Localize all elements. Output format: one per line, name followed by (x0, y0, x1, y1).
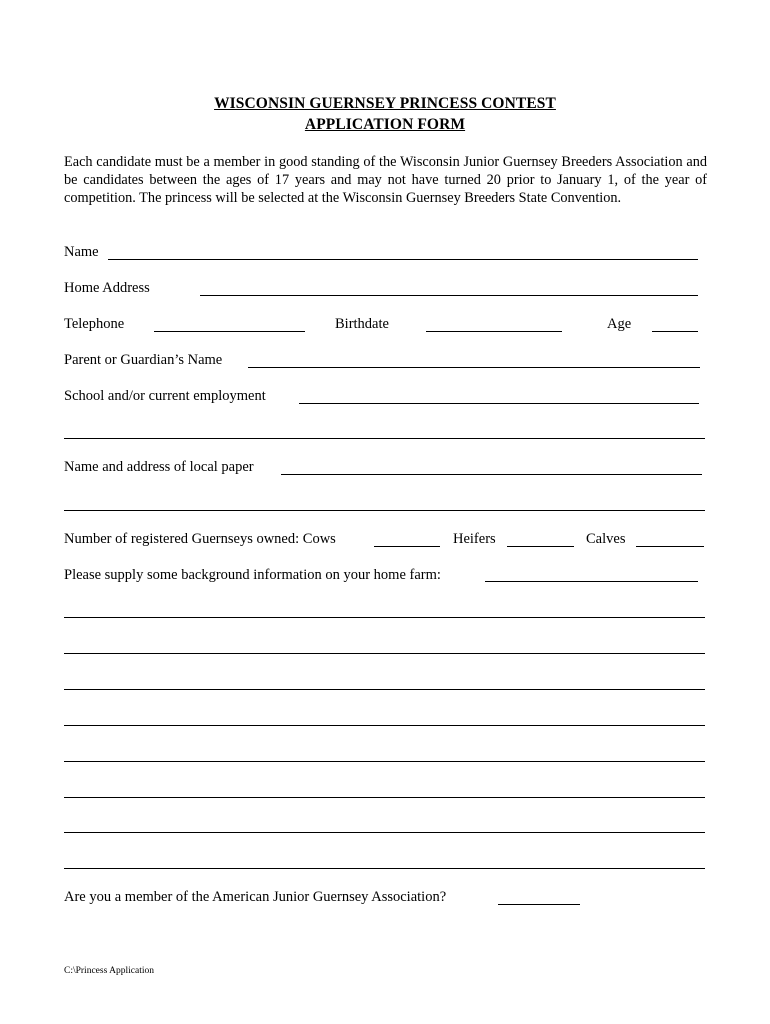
local-paper-field[interactable] (281, 474, 702, 475)
background-label: Please supply some background information on your home farm: (64, 567, 441, 583)
background-line[interactable] (64, 725, 705, 726)
parent-guardian-label: Parent or Guardian’s Name (64, 352, 223, 368)
calves-field[interactable] (636, 546, 704, 547)
parent-guardian-field[interactable] (248, 367, 700, 368)
school-employment-label: School and/or current employment (64, 388, 266, 404)
name-field[interactable] (108, 259, 698, 260)
file-path-footer: C:\Princess Application (64, 966, 154, 976)
heifers-label: Heifers (453, 531, 496, 547)
age-label: Age (607, 316, 632, 332)
school-employment-field[interactable] (299, 403, 699, 404)
ajga-member-label: Are you a member of the American Junior Guernsey Association? (64, 889, 447, 905)
local-paper-field-continued[interactable] (64, 510, 705, 511)
background-line[interactable] (64, 761, 705, 762)
calves-label: Calves (586, 531, 626, 547)
telephone-label: Telephone (64, 316, 125, 332)
background-line[interactable] (64, 689, 705, 690)
background-line[interactable] (64, 797, 705, 798)
form-title-line-2: APPLICATION FORM (304, 116, 466, 133)
form-title-line-1: WISCONSIN GUERNSEY PRINCESS CONTEST (214, 95, 556, 112)
home-address-field[interactable] (200, 295, 698, 296)
background-line[interactable] (64, 653, 705, 654)
background-line[interactable] (64, 617, 705, 618)
name-label: Name (64, 244, 99, 260)
heifers-field[interactable] (507, 546, 574, 547)
ajga-member-field[interactable] (498, 904, 580, 905)
birthdate-field[interactable] (426, 331, 562, 332)
background-field[interactable] (485, 581, 698, 582)
background-line[interactable] (64, 832, 705, 833)
eligibility-paragraph: Each candidate must be a member in good standing of the Wisconsin Junior Guernsey Breeders Association and be candidates between the ages of 17 years and may not have turned 20 prior to January 1, of the year of competition. The princess will be selected at the Wisconsin Guernsey Breeders State Convention. (64, 154, 707, 206)
age-field[interactable] (652, 331, 698, 332)
school-employment-field-continued[interactable] (64, 438, 705, 439)
guernseys-owned-label: Number of registered Guernseys owned: Cows (64, 531, 336, 547)
background-line[interactable] (64, 868, 705, 869)
cows-field[interactable] (374, 546, 440, 547)
telephone-field[interactable] (154, 331, 305, 332)
birthdate-label: Birthdate (335, 316, 389, 332)
home-address-label: Home Address (64, 280, 150, 296)
local-paper-label: Name and address of local paper (64, 459, 254, 475)
